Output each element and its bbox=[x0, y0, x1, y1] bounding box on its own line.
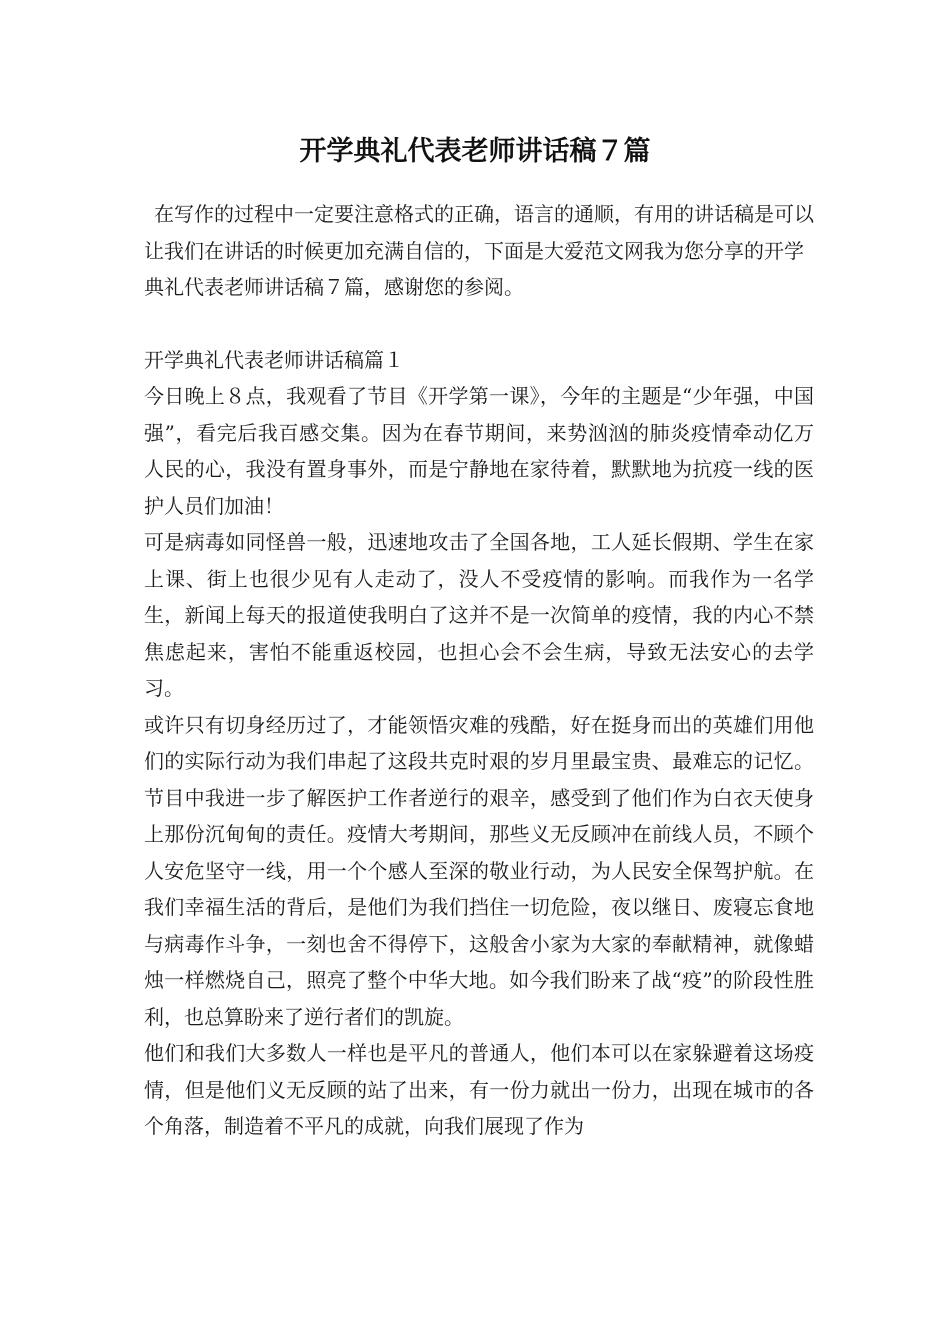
section-heading: 开学典礼代表老师讲话稿篇１ bbox=[144, 348, 404, 372]
article-body bbox=[144, 378, 814, 1145]
body-paragraph: 今日晚上８点，我观看了节目《开学第一课》，今年的主题是“少年强，中国强”，看完后我百感交集。因为在春节期间，来势汹汹的肺炎疫情牵动亿万人民的心，我没有置身事外，而是宁静地在家待着，默默地为抗疫一线的医护人员们加油！ bbox=[144, 384, 814, 518]
document-title: 开学典礼代表老师讲话稿７篇 bbox=[299, 136, 651, 167]
body-paragraph: 或许只有切身经历过了，才能领悟灾难的残酷，好在挺身而出的英雄们用他们的实际行动为我们串起了这段共克时艰的岁月里最宝贵、最难忘的记忆。节目中我进一步了解医护工作者逆行的艰辛，感受到了他们作为白衣天使身上那份沉甸甸的责任。疫情大考期间，那些义无反顾冲在前线人员，不顾个人安危坚守一线，用一个个感人至深的敬业行动，为人民安全保驾护航。在我们幸福生活的背后，是他们为我们挡住一切危险，夜以继日、废寝忘食地与病毒作斗争，一刻也舍不得停下，这般舍小家为大家的奉献精神，就像蜡烛一样燃烧自己，照亮了整个中华大地。如今我们盼来了战“疫”的阶段性胜利，也总算盼来了逆行者们的凯旋。 bbox=[144, 712, 814, 1029]
body-paragraph: 可是病毒如同怪兽一般，迅速地攻击了全国各地，工人延长假期、学生在家上课、街上也很少见有人走动了，没人不受疫情的影响。而我作为一名学生，新闻上每天的报道使我明白了这并不是一次简单的疫情，我的内心不禁焦虑起来，害怕不能重返校园，也担心会不会生病，导致无法安心的去学习。 bbox=[144, 530, 814, 700]
body-paragraph: 他们和我们大多数人一样也是平凡的普通人，他们本可以在家躲避着这场疫情，但是他们义无反顾的站了出来，有一份力就出一份力，出现在城市的各个角落，制造着不平凡的成就，向我们展现了作为 bbox=[144, 1041, 814, 1138]
intro-paragraph: 在写作的过程中一定要注意格式的正确，语言的通顺，有用的讲话稿是可以让我们在讲话的时候更加充满自信的，下面是大爱范文网我为您分享的开学典礼代表老师讲话稿７篇，感谢您的参阅。 bbox=[144, 202, 814, 299]
